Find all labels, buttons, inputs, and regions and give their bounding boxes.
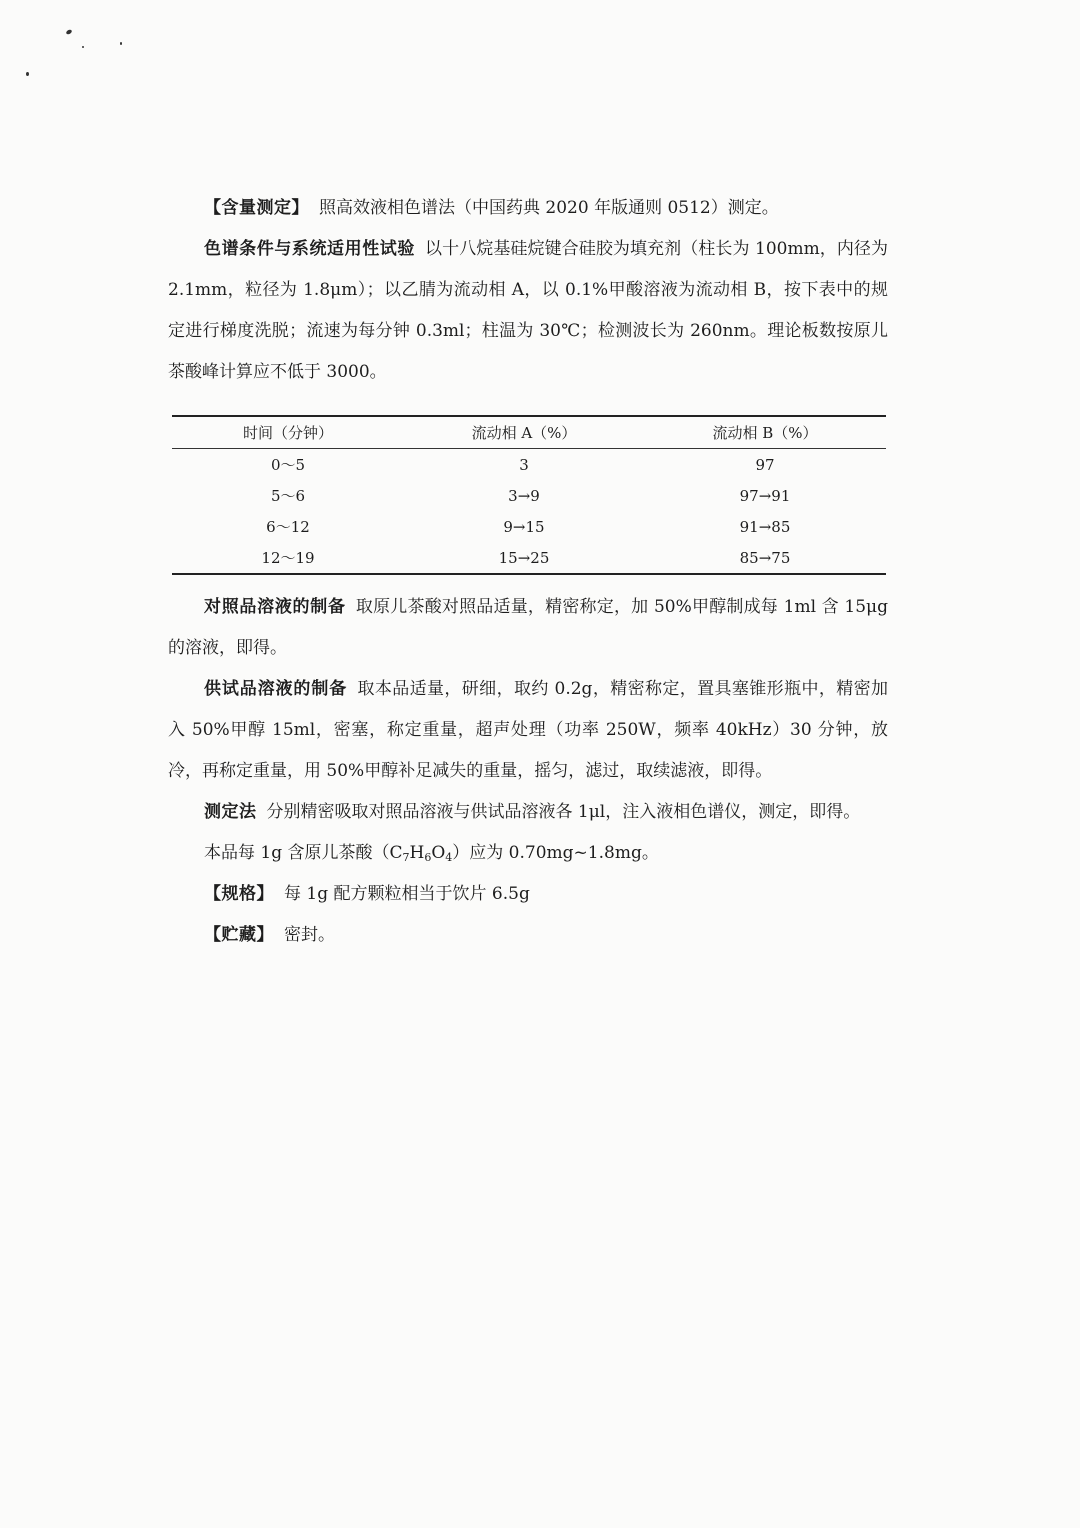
document-body bbox=[168, 188, 888, 956]
cell-phase-b: 85→75 bbox=[739, 548, 791, 567]
cell-phase-a: 9→15 bbox=[503, 517, 545, 536]
chromatography-heading: 色谱条件与系统适用性试验 bbox=[204, 239, 415, 259]
table-row bbox=[172, 511, 886, 542]
reference-solution-heading: 对照品溶液的制备 bbox=[204, 597, 346, 617]
reference-solution-text: 取原儿茶酸对照品适量，精密称定，加 50%甲醇制成每 1ml 含 15μg 的溶液，即得。 bbox=[168, 597, 888, 658]
gradient-table bbox=[172, 415, 886, 575]
content-limit-prefix: 本品每 1g 含原儿茶酸（C bbox=[204, 843, 403, 863]
cell-time: 5～6 bbox=[270, 487, 306, 505]
cell-phase-a: 3→9 bbox=[508, 486, 540, 505]
scan-speck bbox=[65, 29, 72, 35]
cell-phase-b: 97→91 bbox=[739, 486, 791, 505]
cell-phase-a: 15→25 bbox=[498, 548, 550, 567]
cell-time: 0～5 bbox=[270, 456, 306, 474]
specification-text: 每 1g 配方颗粒相当于饮片 6.5g bbox=[284, 884, 530, 904]
formula-subscript: 4 bbox=[445, 851, 453, 864]
storage-paragraph bbox=[168, 915, 888, 956]
header-phase-b: 流动相 B（%） bbox=[644, 416, 886, 449]
method-text: 分别精密吸取对照品溶液与供试品溶液各 1μl，注入液相色谱仪，测定，即得。 bbox=[266, 802, 861, 822]
specification-heading: 【规格】 bbox=[204, 884, 274, 904]
cell-time: 6～12 bbox=[266, 518, 310, 536]
reference-solution-paragraph bbox=[168, 587, 888, 669]
formula-subscript: 7 bbox=[402, 851, 410, 864]
assay-text: 照高效液相色谱法（中国药典 2020 年版通则 0512）测定。 bbox=[319, 198, 779, 218]
content-limit-paragraph bbox=[168, 833, 888, 874]
table-row bbox=[172, 480, 886, 511]
storage-heading: 【贮藏】 bbox=[204, 925, 274, 945]
specification-paragraph bbox=[168, 874, 888, 915]
storage-text: 密封。 bbox=[284, 925, 335, 945]
assay-paragraph bbox=[168, 188, 888, 229]
method-heading: 测定法 bbox=[204, 802, 257, 822]
test-solution-heading: 供试品溶液的制备 bbox=[204, 679, 348, 699]
cell-phase-a: 3 bbox=[519, 455, 529, 474]
scan-speck bbox=[82, 46, 84, 48]
method-paragraph bbox=[168, 792, 888, 833]
chromatography-text: 以十八烷基硅烷键合硅胶为填充剂（柱长为 100mm，内径为 2.1mm，粒径为 1.8μm）；以乙腈为流动相 A，以 0.1%甲酸溶液为流动相 B，按下表中的规定进行梯度洗脱；流速为每分钟 0.3ml；柱温为 30℃；检测波长为 260nm。理论板数按原儿茶酸峰计算应不低于 3000。 bbox=[168, 239, 889, 382]
assay-heading: 【含量测定】 bbox=[204, 198, 309, 218]
cell-phase-b: 91→85 bbox=[739, 517, 791, 536]
gradient-table-header-row bbox=[172, 416, 886, 449]
table-row bbox=[172, 542, 886, 574]
header-time: 时间（分钟） bbox=[172, 416, 404, 449]
formula-element: O bbox=[431, 843, 446, 863]
header-phase-a: 流动相 A（%） bbox=[404, 416, 644, 449]
chromatography-paragraph bbox=[168, 229, 888, 393]
formula-element: H bbox=[409, 843, 425, 863]
table-row bbox=[172, 449, 886, 481]
scan-speck bbox=[120, 42, 122, 45]
cell-phase-b: 97 bbox=[755, 455, 775, 474]
test-solution-text: 取本品适量，研细，取约 0.2g，精密称定，置具塞锥形瓶中，精密加入 50%甲醇 15ml，密塞，称定重量，超声处理（功率 250W，频率 40kHz）30 分钟，放冷，再称定重量，用 50%甲醇补足减失的重量，摇匀，滤过，取续滤液，即得。 bbox=[168, 679, 888, 781]
content-limit-suffix: ）应为 0.70mg~1.8mg。 bbox=[452, 843, 659, 863]
cell-time: 12～19 bbox=[261, 549, 315, 567]
test-solution-paragraph bbox=[168, 669, 888, 792]
scan-speck bbox=[26, 72, 29, 76]
formula-subscript: 6 bbox=[424, 851, 432, 864]
